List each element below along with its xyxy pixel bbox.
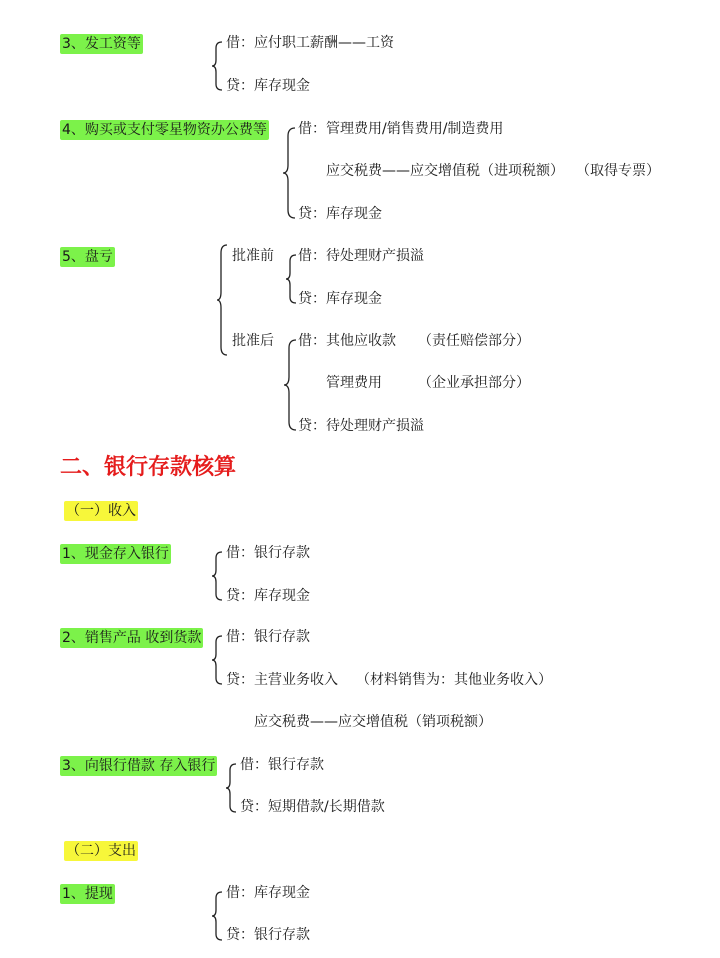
entry-title: 2、销售产品 收到货款 — [62, 630, 202, 646]
credit-line: 贷：库存现金 — [298, 291, 382, 307]
entry-title: 1、提现 — [62, 886, 113, 902]
debit-line: 借：库存现金 — [226, 885, 310, 901]
brace-icon — [226, 764, 240, 812]
subsection-label: （二）支出 — [66, 843, 136, 859]
debit-line: 借：银行存款 — [240, 757, 324, 773]
approval-before-label: 批准前 — [232, 248, 274, 264]
tax-line: 应交税费——应交增值税（进项税额） — [326, 163, 564, 179]
section-heading: 二、银行存款核算 — [60, 455, 237, 480]
credit-line: 贷：库存现金 — [226, 588, 310, 604]
entry-title: 1、现金存入银行 — [62, 546, 169, 562]
debit-line: 借：待处理财产损溢 — [298, 248, 424, 264]
subsection-label: （一）收入 — [66, 503, 136, 519]
brace-icon — [284, 340, 298, 430]
debit-line: 借：其他应收款 — [298, 333, 396, 349]
entry-title: 3、向银行借款 存入银行 — [62, 758, 216, 774]
brace-icon — [217, 245, 229, 355]
brace-icon — [283, 128, 297, 218]
note-text: （材料销售为：其他业务收入） — [356, 672, 552, 688]
brace-icon — [212, 42, 226, 90]
brace-icon — [286, 255, 298, 303]
credit-line: 贷：库存现金 — [226, 78, 310, 94]
credit-line: 贷：短期借款/长期借款 — [240, 799, 385, 815]
credit-line: 贷：主营业务收入 — [226, 672, 338, 688]
note-text: （责任赔偿部分） — [418, 333, 530, 349]
credit-line: 贷：库存现金 — [298, 206, 382, 222]
credit-line: 贷：待处理财产损溢 — [298, 418, 424, 434]
entry-title: 4、购买或支付零星物资办公费等 — [62, 122, 267, 138]
brace-icon — [212, 892, 226, 940]
debit-line: 借：管理费用/销售费用/制造费用 — [298, 121, 504, 137]
brace-icon — [212, 552, 226, 600]
debit-line: 借：银行存款 — [226, 629, 310, 645]
expense-line: 管理费用 — [326, 375, 382, 391]
tax-line: 应交税费——应交增值税（销项税额） — [254, 714, 492, 730]
entry-title: 3、发工资等 — [62, 36, 141, 52]
note-text: （企业承担部分） — [418, 375, 530, 391]
note-text: （取得专票） — [576, 163, 660, 179]
approval-after-label: 批准后 — [232, 333, 274, 349]
entry-title: 5、盘亏 — [62, 249, 113, 265]
debit-line: 借：银行存款 — [226, 545, 310, 561]
brace-icon — [212, 636, 226, 684]
credit-line: 贷：银行存款 — [226, 927, 310, 943]
debit-line: 借：应付职工薪酬——工资 — [226, 35, 394, 51]
